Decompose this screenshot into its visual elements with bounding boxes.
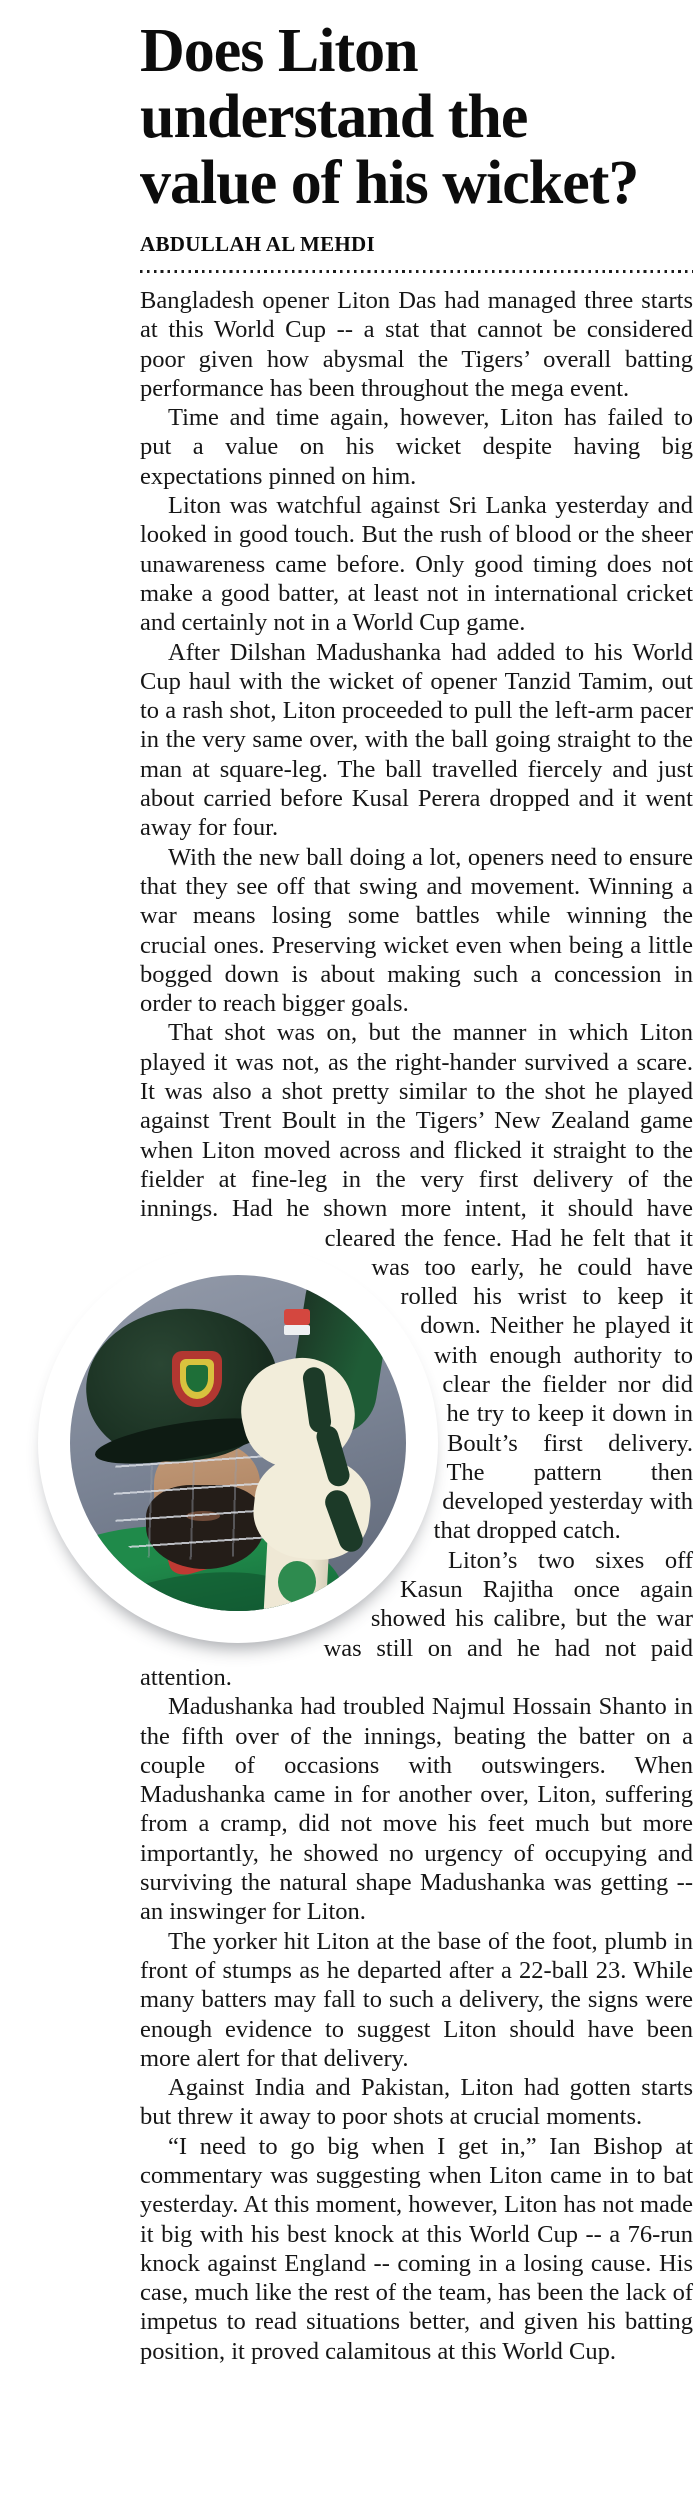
paragraph: Time and time again, however, Liton has failed to put a value on his wicket despite having big expectations pinned on him. (140, 404, 693, 490)
headline-line-2: understand the (140, 83, 528, 151)
article (140, 0, 693, 2366)
paragraph: “I need to go big when I get in,” Ian Bishop at commentary was suggesting when Liton came in to bat yesterday. At this moment, however, Liton has not made it big with his best knock at this World Cup -- a 76-run knock against England -- coming in a losing cause. His case, much like the rest of the team, has been the lack of impetus to read situations better, and given his batting position, it proved calamitous at this World Cup. (140, 2132, 693, 2365)
paragraph: The yorker hit Liton at the base of the foot, plumb in front of stumps as he departed after a 22-ball 23. While many batters may fall to such a delivery, the signs were enough evidence to suggest Liton should have been more alert for that delivery. (140, 1927, 693, 2072)
article-body (140, 286, 693, 2366)
headline (140, 0, 693, 216)
paragraph: Bangladesh opener Liton Das had managed three starts at this World Cup -- a stat that cannot be considered poor given how abysmal the Tigers’ overall batting performance has been throughout the mega event. (140, 287, 693, 402)
liton-das-batting-photo (70, 1275, 406, 1611)
paragraph: Liton’s two sixes off Kasun Rajitha once again showed his calibre, but the war was still on and he had not paid attention. (140, 1546, 693, 1691)
paragraph: After Dilshan Madushanka had added to his World Cup haul with the wicket of opener Tanzid Tamim, out to a rash shot, Liton proceeded to pull the left-arm pacer in the very same over, with the ball going straight to the man at square-leg. The ball travelled fiercely and just about carried before Kusal Perera dropped and it went away for four. (140, 638, 693, 842)
dotted-rule (140, 270, 693, 273)
headline-line-3: value of his wicket? (140, 149, 639, 217)
paragraph: Against India and Pakistan, Liton had gotten starts but threw it away to poor shots at crucial moments. (140, 2074, 693, 2131)
crest-core (186, 1365, 208, 1392)
paragraph: Madushanka had troubled Najmul Hossain Shanto in the fifth over of the innings, beating the batter on a couple of occasions with outswingers. When Madushanka came in for another over, Liton, suffering from a cramp, did not move his feet much but more importantly, he showed no urgency of occupying and surviving the natural shape Madushanka was getting -- an inswinger for Liton. (140, 1693, 693, 1926)
bat-sticker-white (284, 1325, 310, 1335)
paragraph: With the new ball doing a lot, openers need to ensure that they see off that swing and movement. Winning a war means losing some battles while winning the crucial ones. Preserving wicket even when being a little bogged down is about making such a concession in order to reach bigger goals. (140, 843, 693, 1018)
paragraph: That shot was on, but the manner in which Liton played it was not, as the right-hander survived a scare. It was also a shot pretty similar to the shot he played against Trent Boult in the Tigers’ New Zealand game when Liton moved across and flicked it straight to the fielder at fine-leg in the very first delivery of the innings. Had he shown more intent, it should have cleared the fence. Had he felt that it was too early, he could have rolled his wrist to keep it down. Neither he played it with enough authority to clear the fielder nor did he try to keep it down in Boult’s first delivery. The pattern then developed yesterday with that dropped catch. (140, 1019, 693, 1545)
paragraph: Liton was watchful against Sri Lanka yesterday and looked in good touch. But the rush of blood or the sheer unawareness came before. Only good timing does not make a good batter, at least not in international cricket and certainly not in a World Cup game. (140, 492, 693, 637)
bat-sticker-red (284, 1309, 310, 1325)
photo-ring (38, 1243, 438, 1643)
bat-logo (278, 1561, 316, 1603)
photo-float (140, 1242, 448, 1644)
headline-line-1: Does Liton (140, 17, 418, 85)
byline: ABDULLAH AL MEHDI (140, 232, 375, 256)
